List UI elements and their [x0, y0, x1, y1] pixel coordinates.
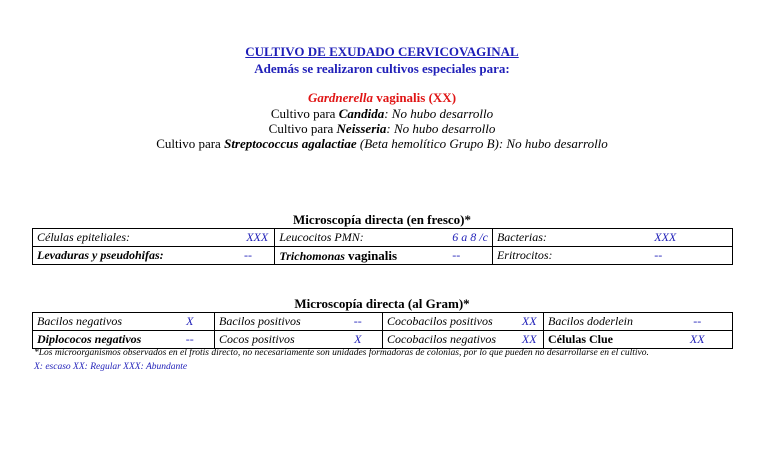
table-row: [33, 331, 733, 349]
cell-label: Bacterias:: [492, 229, 650, 247]
cell-label: Cocos positivos: [215, 331, 334, 349]
trichomonas-species: vaginalis: [347, 247, 398, 263]
cell-value: X: [334, 331, 383, 349]
cell-value: 6 a 8 /c: [448, 229, 492, 247]
cell-value: --: [240, 247, 275, 265]
fresco-table: [32, 228, 733, 265]
cell-label: Células Clue: [544, 331, 663, 349]
cell-value: --: [448, 247, 492, 265]
cell-label: Eritrocitos:: [492, 247, 650, 265]
cell-value: XX: [516, 331, 544, 349]
culture-prefix: Cultivo para: [270, 106, 336, 121]
gardnerella-species: vaginalis: [376, 90, 426, 105]
table-row: [33, 247, 733, 265]
culture-neisseria: [0, 121, 764, 137]
legend: X: escaso XX: Regular XXX: Abundante: [34, 362, 188, 372]
cell-label: Bacilos negativos: [33, 313, 166, 331]
cell-value: XX: [516, 313, 544, 331]
culture-prefix: Cultivo para: [156, 136, 221, 151]
report-title: CULTIVO DE EXUDADO CERVICOVAGINAL: [245, 44, 519, 59]
trichomonas-genus: Trichomonas: [279, 248, 348, 263]
culture-candida: [0, 106, 764, 122]
cell-label: Células epiteliales:: [33, 229, 241, 247]
cell-label: Cocobacilos negativos: [383, 331, 516, 349]
culture-result: : No hubo desarrollo: [386, 121, 496, 136]
gram-table: [32, 312, 733, 349]
cell-value: XX: [663, 331, 733, 349]
culture-result: (Beta hemolítico Grupo B): No hubo desarrollo: [356, 136, 608, 151]
culture-organism: Neisseria: [336, 121, 387, 136]
gardnerella-genus: Gardnerella: [307, 90, 373, 105]
cell-label: Levaduras y pseudohifas:: [33, 247, 241, 265]
cell-label: Diplococos negativos: [33, 331, 166, 349]
culture-prefix: Cultivo para: [268, 121, 334, 136]
report-subtitle: Además se realizaron cultivos especiales para:: [254, 61, 510, 76]
culture-streptococcus: [0, 136, 764, 152]
cell-value: --: [334, 313, 383, 331]
table-row: [33, 229, 733, 247]
gardnerella-level: (XX): [428, 90, 457, 105]
culture-result: : No hubo desarrollo: [384, 106, 494, 121]
footnote: *Los microorganismos observados en el frotis directo, no necesariamente son unidades formadoras de colonias, por lo que pueden no desarrollarse en el cultivo.: [34, 348, 649, 358]
cell-value: X: [166, 313, 215, 331]
cell-label: Bacilos positivos: [215, 313, 334, 331]
culture-organism: Candida: [338, 106, 385, 121]
gram-title: Microscopía directa (al Gram)*: [294, 296, 470, 311]
cell-value: XXX: [650, 229, 732, 247]
cell-label: Bacilos doderlein: [544, 313, 663, 331]
fresco-title: Microscopía directa (en fresco)*: [293, 212, 471, 227]
cell-value: XXX: [240, 229, 275, 247]
gardnerella-result: [0, 90, 764, 106]
table-row: [33, 313, 733, 331]
cell-value: --: [650, 247, 732, 265]
cell-value: --: [663, 313, 733, 331]
culture-organism: Streptococcus agalactiae: [224, 136, 357, 151]
cell-label: [275, 247, 448, 265]
cell-value: --: [166, 331, 215, 349]
cell-label: Leucocitos PMN:: [275, 229, 448, 247]
cell-label: Cocobacilos positivos: [383, 313, 516, 331]
